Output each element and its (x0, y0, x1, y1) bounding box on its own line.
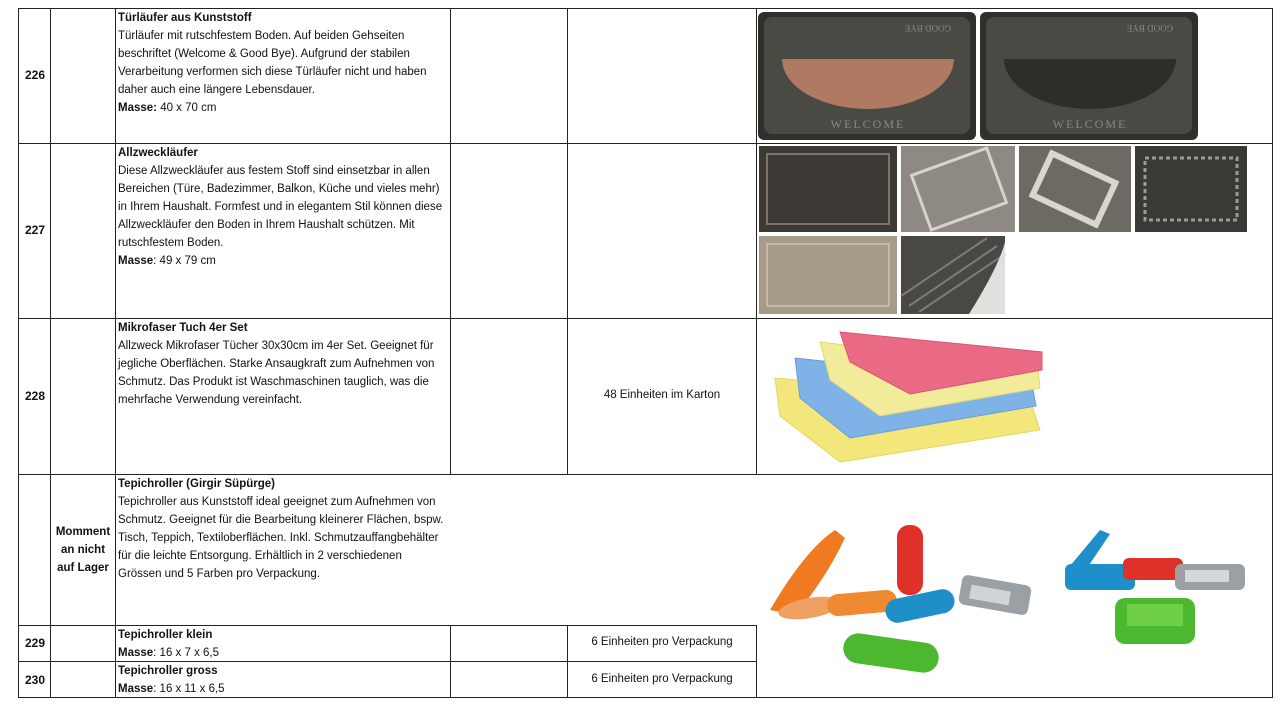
row-number: 227 (24, 223, 46, 237)
carpet-roller-image (765, 520, 1255, 680)
dims-value: : 16 x 7 x 6,5 (153, 647, 220, 659)
dims-label: Masse (118, 683, 154, 695)
packaging-info: 48 Einheiten im Karton (603, 389, 721, 401)
row-number: 230 (24, 673, 46, 687)
row-number: 226 (24, 68, 46, 82)
product-text: Tepichroller aus Kunststoff ideal geeignet zum Aufnehmen von Schmutz. Geeignet für die Bearbeitung kleinerer Flächen, bspw. Tisch, Teppich, Textiloberflächen. Inkl. Schmutzauffangbehälter für die leichte Entsorgung. Erhältlich in 2 verschiedenen Grössen und 5 Farben pro Verpackung. (118, 496, 444, 580)
product-title: Allzweckläufer (118, 147, 198, 159)
product-description (118, 9, 448, 117)
product-title: Mikrofaser Tuch 4er Set (118, 322, 248, 334)
product-text: Türläufer mit rutschfestem Boden. Auf beiden Gehseiten beschriftet (Welcome & Good Bye). Aufgrund der stabilen Verarbeitung verformen sich diese Türläufer nicht und haben daher auch eine längere Lebensdauer. (118, 30, 427, 96)
product-description (118, 626, 448, 662)
row-number: 229 (24, 636, 46, 650)
mat-text-bottom: WELCOME (1052, 117, 1128, 131)
dims-value: : 16 x 11 x 6,5 (153, 683, 225, 695)
door-mat-image (758, 12, 1200, 140)
product-text: Diese Allzweckläufer aus festem Stoff sind einsetzbar in allen Bereichen (Türe, Badezimmer, Balkon, Küche und vieles mehr) in Ihrem Haushalt. Formfest und in elegantem Stil können diese Allzweckläufer den Boden in Ihrem Haushalt schützen. Mit rutschfestem Boden. (118, 165, 443, 249)
product-dimensions (118, 680, 448, 698)
product-title: Tepichroller klein (118, 629, 213, 641)
dims-label: Masse (118, 647, 154, 659)
packaging-info: 6 Einheiten pro Verpackung (591, 636, 733, 648)
product-dimensions (118, 252, 448, 270)
product-title: Tepichroller gross (118, 665, 218, 677)
product-title: Türläufer aus Kunststoff (118, 12, 252, 24)
row-number: 228 (24, 389, 46, 403)
mat-text-bottom: WELCOME (830, 117, 906, 131)
dims-value: : 49 x 79 cm (153, 255, 216, 267)
product-description (118, 319, 448, 409)
product-dimensions (118, 99, 448, 117)
stock-note: Momment an nicht auf Lager (55, 526, 111, 574)
packaging-info: 6 Einheiten pro Verpackung (591, 673, 733, 685)
product-description (118, 662, 448, 698)
microfiber-cloths-image (770, 330, 1050, 470)
runner-mat-images (759, 146, 1249, 316)
dims-label: Masse: (118, 102, 157, 114)
mat-text-top: GOOD BYE (904, 23, 952, 33)
product-text: Allzweck Mikrofaser Tücher 30x30cm im 4er Set. Geeignet für jegliche Oberflächen. Starke Ansaugkraft zum Aufnehmen von Schmutz. Das Produkt ist Waschmaschinen tauglich, was die mehrfache Verwendung vereinfacht. (118, 340, 435, 406)
mat-text-top: GOOD BYE (1126, 23, 1174, 33)
product-title: Tepichroller (Girgir Süpürge) (118, 478, 275, 490)
dims-value: 40 x 70 cm (157, 102, 217, 114)
product-description (118, 475, 448, 583)
product-dimensions (118, 644, 448, 662)
dims-label: Masse (118, 255, 154, 267)
product-description (118, 144, 448, 270)
